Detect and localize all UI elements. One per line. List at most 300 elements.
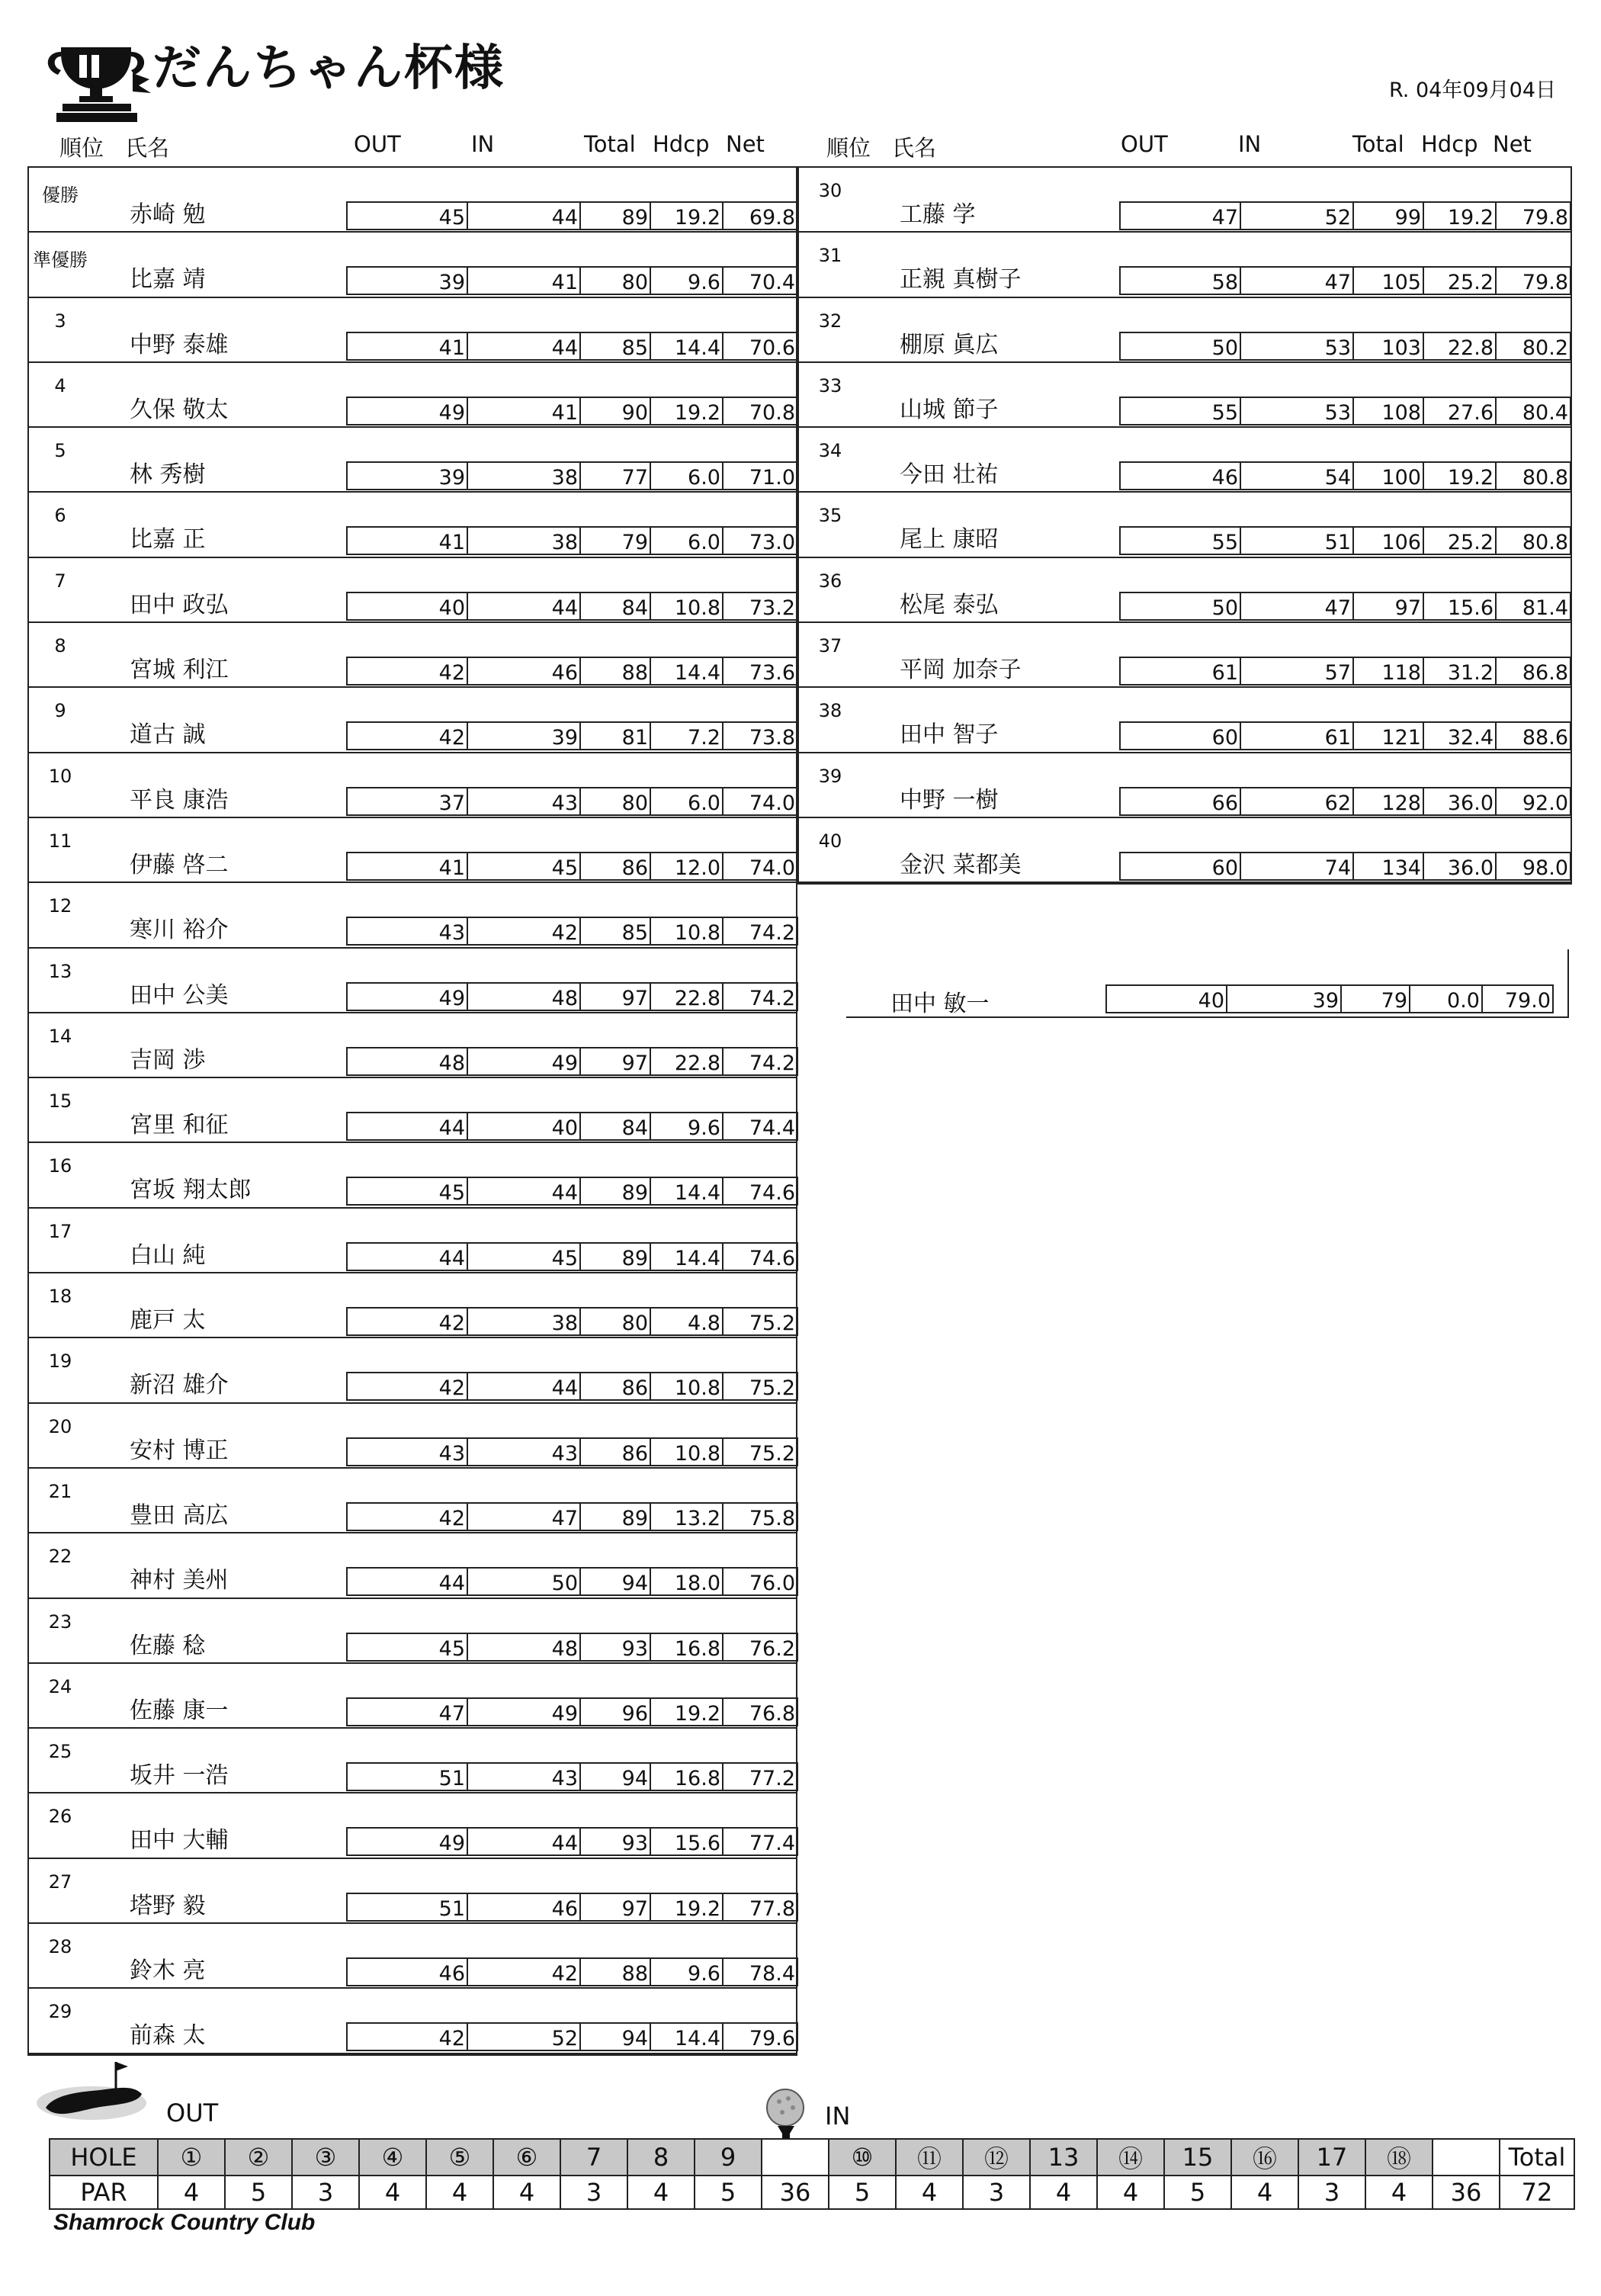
score-cells: [1119, 787, 1571, 816]
score-cells: [346, 1047, 798, 1076]
score-in: 47: [1240, 266, 1352, 295]
hole-par: 4: [1365, 2176, 1433, 2209]
total-label: Total: [1500, 2139, 1574, 2176]
hole-par: 4: [1030, 2176, 1097, 2209]
score-out: 50: [1119, 592, 1240, 621]
player-name: 久保 敬太: [130, 396, 229, 423]
table-row: [29, 428, 796, 493]
hole-number: 17: [1298, 2139, 1365, 2176]
score-total: 89: [579, 201, 650, 230]
score-in: 62: [1240, 787, 1352, 816]
row-underline: [846, 1016, 1569, 1018]
score-in: 48: [467, 982, 579, 1011]
table-row: [29, 1989, 796, 2054]
score-total: 80: [579, 266, 650, 295]
score-net: 79.8: [1495, 201, 1571, 230]
score-in: 38: [467, 461, 579, 490]
hole-par: 4: [896, 2176, 963, 2209]
score-total: 97: [1352, 592, 1423, 621]
player-name: 寒川 裕介: [130, 917, 229, 944]
table-row: [29, 558, 796, 623]
score-in: 43: [467, 1437, 579, 1466]
rank-label: 24: [48, 1675, 72, 1697]
score-hdcp: 25.2: [1423, 526, 1495, 555]
rank-label: 3: [54, 310, 66, 332]
score-out: 42: [346, 1307, 467, 1336]
hole-par: 3: [963, 2176, 1030, 2209]
score-out: 58: [1119, 266, 1240, 295]
event-date: R. 04年09月04日: [1389, 79, 1557, 102]
score-hdcp: 10.8: [650, 917, 722, 946]
player-name: 林 秀樹: [130, 461, 206, 489]
score-total: 128: [1352, 787, 1423, 816]
score-hdcp: 19.2: [1423, 201, 1495, 230]
score-in: 39: [467, 721, 579, 750]
score-in: 47: [467, 1502, 579, 1531]
col-total: Total: [584, 131, 636, 157]
score-hdcp: 10.8: [650, 592, 722, 621]
score-net: 73.8: [722, 721, 798, 750]
score-in: 44: [467, 332, 579, 361]
score-in: 74: [1240, 852, 1352, 881]
player-name: 宮坂 翔太郎: [130, 1177, 252, 1204]
score-hdcp: 31.2: [1423, 657, 1495, 686]
score-cells: [1119, 266, 1571, 295]
score-cells: [346, 1893, 798, 1922]
player-name: 金沢 菜都美: [900, 851, 1022, 878]
score-cells: [346, 1567, 798, 1596]
score-total: 103: [1352, 332, 1423, 361]
player-name: 吉岡 渉: [130, 1046, 206, 1074]
trophy-icon: [40, 40, 158, 124]
score-in: 44: [467, 1372, 579, 1401]
score-out: 42: [346, 1502, 467, 1531]
table-row: [29, 493, 796, 557]
score-in: 48: [467, 1633, 579, 1662]
score-net: 73.0: [722, 526, 798, 555]
player-name: 神村 美州: [130, 1567, 229, 1594]
rank-label: 39: [818, 765, 842, 787]
score-total: 84: [579, 1112, 650, 1141]
score-hdcp: 14.4: [650, 657, 722, 686]
score-total: 134: [1352, 852, 1423, 881]
score-cells: [346, 1633, 798, 1662]
score-out: 45: [346, 1633, 467, 1662]
rank-label: 優勝: [42, 185, 79, 206]
score-cells: [1119, 657, 1571, 686]
out-subtotal-header: [762, 2139, 829, 2176]
score-hdcp: 19.2: [650, 1697, 722, 1726]
score-in: 52: [467, 2022, 579, 2051]
score-hdcp: 10.8: [650, 1372, 722, 1401]
score-out: 55: [1119, 526, 1240, 555]
score-hdcp: 6.0: [650, 787, 722, 816]
score-cells: [346, 1762, 798, 1791]
rank-label: 13: [48, 960, 72, 982]
player-name: 棚原 眞広: [900, 331, 999, 358]
score-in: 52: [1240, 201, 1352, 230]
score-total: 85: [579, 917, 650, 946]
row-edge: [1567, 949, 1569, 1018]
score-in: 57: [1240, 657, 1352, 686]
player-name: 松尾 泰弘: [900, 591, 999, 618]
table-row: [799, 753, 1571, 818]
score-cells: [346, 592, 798, 621]
score-cells: [1119, 461, 1571, 490]
score-total: 81: [579, 721, 650, 750]
player-name: 今田 壮祐: [900, 461, 999, 489]
score-net: 73.2: [722, 592, 798, 621]
hole-number: ⑫: [963, 2139, 1030, 2176]
rank-label: 28: [48, 1936, 72, 1958]
score-total: 97: [579, 1893, 650, 1922]
score-in: 43: [467, 787, 579, 816]
par-scorecard: [49, 2138, 1575, 2210]
score-out: 49: [346, 397, 467, 425]
score-hdcp: 25.2: [1423, 266, 1495, 295]
in-par-total: 36: [1433, 2176, 1500, 2209]
hole-number: ⑱: [1365, 2139, 1433, 2176]
score-in: 61: [1240, 721, 1352, 750]
hole-label: HOLE: [50, 2139, 158, 2176]
score-net: 79.6: [722, 2022, 798, 2051]
score-net: 74.0: [722, 852, 798, 881]
score-total: 84: [579, 592, 650, 621]
score-in: 42: [467, 917, 579, 946]
score-hdcp: 19.2: [650, 1893, 722, 1922]
score-out: 43: [346, 917, 467, 946]
score-hdcp: 16.8: [650, 1633, 722, 1662]
rank-label: 32: [818, 310, 842, 332]
score-net: 74.0: [722, 787, 798, 816]
table-row: [29, 1924, 796, 1989]
hole-par: 4: [426, 2176, 493, 2209]
table-row: [29, 1404, 796, 1469]
rank-label: 18: [48, 1286, 72, 1308]
rank-label: 37: [818, 635, 842, 657]
score-in: 50: [467, 1567, 579, 1596]
hole-number: 13: [1030, 2139, 1097, 2176]
player-name: 工藤 学: [900, 201, 976, 228]
rank-label: 38: [818, 700, 842, 722]
table-row: [29, 168, 796, 233]
player-name: 平岡 加奈子: [900, 657, 1022, 684]
table-row: [29, 1143, 796, 1208]
score-total: 97: [579, 982, 650, 1011]
hole-par: 4: [493, 2176, 560, 2209]
score-net: 77.2: [722, 1762, 798, 1791]
score-out: 55: [1119, 397, 1240, 425]
score-hdcp: 19.2: [650, 397, 722, 425]
score-cells: [1119, 526, 1571, 555]
score-in: 41: [467, 397, 579, 425]
score-total: 86: [579, 852, 650, 881]
col-out: OUT: [1121, 131, 1168, 157]
score-out: 61: [1119, 657, 1240, 686]
score-total: 77: [579, 461, 650, 490]
score-net: 74.2: [722, 917, 798, 946]
score-hdcp: 14.4: [650, 2022, 722, 2051]
hole-number: ③: [292, 2139, 359, 2176]
score-net: 80.4: [1495, 397, 1571, 425]
score-hdcp: 36.0: [1423, 787, 1495, 816]
table-row: [29, 1078, 796, 1143]
score-net: 79.0: [1481, 984, 1554, 1013]
score-total: 80: [579, 787, 650, 816]
player-name: 塔野 毅: [130, 1892, 206, 1919]
score-net: 69.8: [722, 201, 798, 230]
score-out: 46: [346, 1957, 467, 1986]
table-row: [799, 428, 1571, 493]
score-net: 77.4: [722, 1827, 798, 1856]
player-name: 中野 泰雄: [130, 331, 229, 358]
score-cells: [346, 917, 798, 946]
score-total: 118: [1352, 657, 1423, 686]
rank-label: 19: [48, 1350, 72, 1373]
score-out: 66: [1119, 787, 1240, 816]
hole-number: 8: [627, 2139, 695, 2176]
player-name: 中野 一樹: [900, 786, 999, 814]
score-total: 96: [579, 1697, 650, 1726]
score-net: 70.4: [722, 266, 798, 295]
club-name: Shamrock Country Club: [53, 2210, 316, 2235]
score-in: 41: [467, 266, 579, 295]
hole-par: 4: [1097, 2176, 1164, 2209]
score-out: 42: [346, 1372, 467, 1401]
player-name: 新沼 雄介: [130, 1372, 229, 1399]
hole-number: ⑭: [1097, 2139, 1164, 2176]
score-net: 74.6: [722, 1242, 798, 1271]
score-hdcp: 36.0: [1423, 852, 1495, 881]
rank-label: 26: [48, 1806, 72, 1828]
score-hdcp: 9.6: [650, 266, 722, 295]
score-in: 42: [467, 1957, 579, 1986]
table-row: [29, 753, 796, 818]
table-row: [29, 688, 796, 753]
col-rank: 順位: [826, 135, 871, 161]
score-total: 88: [579, 1957, 650, 1986]
in-subtotal-header: [1433, 2139, 1500, 2176]
score-in: 49: [467, 1047, 579, 1076]
score-hdcp: 27.6: [1423, 397, 1495, 425]
score-in: 49: [467, 1697, 579, 1726]
column-header-right: [0, 131, 1601, 162]
score-out: 41: [346, 332, 467, 361]
player-name: 田中 敏一: [890, 991, 990, 1017]
score-out: 40: [346, 592, 467, 621]
score-hdcp: 14.4: [650, 1242, 722, 1271]
score-out: 39: [346, 266, 467, 295]
golf-green-logo-icon: [30, 2056, 160, 2124]
table-row: [29, 883, 796, 948]
hole-par: 4: [1231, 2176, 1298, 2209]
score-net: 74.4: [722, 1112, 798, 1141]
rank-label: 4: [54, 374, 66, 397]
score-total: 80: [579, 1307, 650, 1336]
table-row: [29, 233, 796, 297]
hole-number: ②: [225, 2139, 292, 2176]
score-out: 45: [346, 201, 467, 230]
rank-label: 16: [48, 1155, 72, 1177]
score-out: 50: [1119, 332, 1240, 361]
col-hdcp: Hdcp: [1421, 131, 1478, 157]
hole-par: 3: [1298, 2176, 1365, 2209]
score-out: 43: [346, 1437, 467, 1466]
score-cells: [346, 1437, 798, 1466]
rank-label: 22: [48, 1546, 72, 1568]
score-net: 79.8: [1495, 266, 1571, 295]
score-cells: [346, 1957, 798, 1986]
score-in: 46: [467, 1893, 579, 1922]
hole-row: [50, 2139, 1574, 2176]
rank-label: 20: [48, 1415, 72, 1437]
rank-label: 14: [48, 1025, 72, 1047]
score-out: 42: [346, 721, 467, 750]
score-net: 73.6: [722, 657, 798, 686]
hole-par: 3: [560, 2176, 627, 2209]
rank-label: 準優勝: [33, 249, 88, 271]
score-net: 76.2: [722, 1633, 798, 1662]
rank-label: 10: [48, 765, 72, 787]
rank-label: 23: [48, 1610, 72, 1633]
rank-label: 21: [48, 1480, 72, 1502]
score-cells: [346, 1827, 798, 1856]
score-cells: [1105, 984, 1554, 1013]
score-cells: [1119, 397, 1571, 425]
rank-label: 25: [48, 1741, 72, 1763]
score-out: 46: [1119, 461, 1240, 490]
player-name: 正親 真樹子: [900, 266, 1022, 294]
rank-label: 34: [818, 440, 842, 462]
rank-label: 6: [54, 505, 66, 527]
table-row: [29, 363, 796, 428]
score-total: 85: [579, 332, 650, 361]
score-net: 70.6: [722, 332, 798, 361]
score-total: 86: [579, 1437, 650, 1466]
score-out: 49: [346, 982, 467, 1011]
table-row: [29, 818, 796, 883]
rank-label: 40: [818, 830, 842, 852]
hole-par: 3: [292, 2176, 359, 2209]
score-out: 41: [346, 526, 467, 555]
table-row: [29, 949, 796, 1013]
col-net: Net: [726, 131, 765, 157]
table-row: [799, 688, 1571, 753]
hole-par: 4: [359, 2176, 426, 2209]
score-net: 75.2: [722, 1437, 798, 1466]
rank-label: 12: [48, 895, 72, 917]
player-name: 鹿戸 太: [130, 1307, 206, 1334]
score-total: 106: [1352, 526, 1423, 555]
score-total: 105: [1352, 266, 1423, 295]
rank-label: 17: [48, 1220, 72, 1242]
rank-label: 9: [54, 700, 66, 722]
score-in: 38: [467, 526, 579, 555]
score-cells: [1119, 592, 1571, 621]
table-row: [799, 363, 1571, 428]
score-cells: [346, 1372, 798, 1401]
player-name: 比嘉 正: [130, 526, 206, 554]
col-total: Total: [1352, 131, 1404, 157]
score-cells: [1119, 852, 1571, 881]
table-row: [29, 1729, 796, 1793]
hole-number: ⑪: [896, 2139, 963, 2176]
score-out: 51: [346, 1762, 467, 1791]
score-total: 79: [579, 526, 650, 555]
player-name: 伊藤 啓二: [130, 851, 229, 878]
score-out: 40: [1105, 984, 1226, 1013]
score-out: 60: [1119, 721, 1240, 750]
score-cells: [346, 721, 798, 750]
score-cells: [346, 852, 798, 881]
col-out: OUT: [354, 131, 401, 157]
score-cells: [346, 1242, 798, 1271]
score-in: 38: [467, 1307, 579, 1336]
rank-label: 30: [818, 180, 842, 201]
player-name: 山城 節子: [900, 396, 999, 423]
score-out: 49: [346, 1827, 467, 1856]
score-net: 78.4: [722, 1957, 798, 1986]
results-table-left: [27, 166, 797, 2056]
hole-par: 4: [158, 2176, 225, 2209]
score-cells: [1119, 721, 1571, 750]
col-name: 氏名: [892, 135, 937, 161]
hole-number: ④: [359, 2139, 426, 2176]
score-net: 75.2: [722, 1307, 798, 1336]
table-row: [799, 623, 1571, 688]
score-hdcp: 22.8: [650, 1047, 722, 1076]
score-total: 79: [1340, 984, 1409, 1013]
rank-label: 31: [818, 245, 842, 267]
score-hdcp: 12.0: [650, 852, 722, 881]
hole-number: ⑯: [1231, 2139, 1298, 2176]
score-net: 76.8: [722, 1697, 798, 1726]
player-name: 宮城 利江: [130, 657, 229, 684]
score-in: 43: [467, 1762, 579, 1791]
score-in: 44: [467, 1827, 579, 1856]
rank-label: 33: [818, 374, 842, 397]
score-out: 39: [346, 461, 467, 490]
score-total: 99: [1352, 201, 1423, 230]
score-cells: [346, 397, 798, 425]
player-name: 田中 智子: [900, 721, 999, 749]
score-out: 47: [346, 1697, 467, 1726]
score-out: 44: [346, 1567, 467, 1596]
score-hdcp: 14.4: [650, 1177, 722, 1206]
score-total: 94: [579, 1567, 650, 1596]
player-name: 鈴木 亮: [130, 1957, 206, 1985]
score-hdcp: 0.0: [1409, 984, 1481, 1013]
rank-label: 36: [818, 570, 842, 592]
score-cells: [346, 1112, 798, 1141]
score-total: 88: [579, 657, 650, 686]
score-net: 75.2: [722, 1372, 798, 1401]
hole-number: ⑩: [829, 2139, 896, 2176]
table-row: [29, 1338, 796, 1403]
player-name: 安村 博正: [130, 1437, 229, 1464]
score-hdcp: 9.6: [650, 1112, 722, 1141]
extra-entry-row: [846, 949, 1569, 1018]
score-net: 92.0: [1495, 787, 1571, 816]
score-out: 42: [346, 2022, 467, 2051]
score-hdcp: 7.2: [650, 721, 722, 750]
score-in: 46: [467, 657, 579, 686]
score-total: 121: [1352, 721, 1423, 750]
score-total: 94: [579, 1762, 650, 1791]
hole-number: 9: [695, 2139, 762, 2176]
player-name: 佐藤 康一: [130, 1697, 229, 1724]
rank-label: 8: [54, 635, 66, 657]
